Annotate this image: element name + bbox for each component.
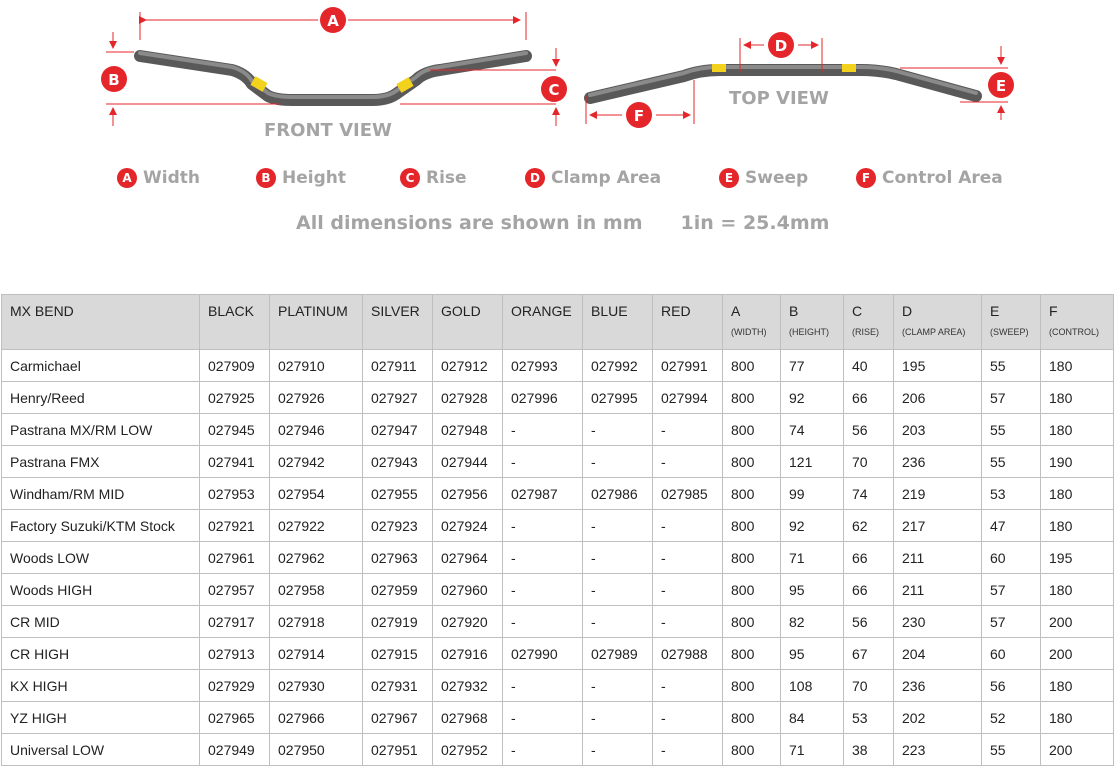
column-header-label: D — [902, 303, 913, 319]
table-cell: 56 — [844, 606, 894, 638]
column-header-sublabel: (HEIGHT) — [789, 327, 829, 337]
table-cell: 800 — [723, 478, 781, 510]
column-header-label: SILVER — [371, 303, 420, 319]
units-note-text: All dimensions are shown in mm — [296, 212, 643, 234]
table-cell: 180 — [1041, 702, 1114, 734]
table-cell: 204 — [894, 638, 982, 670]
legend-marker: F — [856, 168, 876, 188]
legend-label: Clamp Area — [551, 168, 662, 188]
table-cell: 108 — [781, 670, 844, 702]
table-cell: 800 — [723, 734, 781, 766]
table-cell: 200 — [1041, 638, 1114, 670]
table-cell: 027947 — [363, 414, 433, 446]
table-cell: 027992 — [583, 350, 653, 382]
table-row — [2, 734, 1114, 766]
table-cell: - — [653, 734, 723, 766]
column-header-label: ORANGE — [511, 303, 572, 319]
table-cell: 55 — [982, 446, 1041, 478]
table-cell: 027918 — [270, 606, 363, 638]
table-row — [2, 510, 1114, 542]
legend-item-rise — [400, 168, 467, 188]
table-cell: - — [653, 542, 723, 574]
table-cell: 60 — [982, 638, 1041, 670]
table-cell: 027931 — [363, 670, 433, 702]
table-header — [2, 295, 1114, 350]
legend-marker: C — [400, 168, 420, 188]
table-cell: 027917 — [200, 606, 270, 638]
table-cell: 84 — [781, 702, 844, 734]
table-cell: 027953 — [200, 478, 270, 510]
bend-name-cell: KX HIGH — [2, 670, 200, 702]
table-cell: 180 — [1041, 414, 1114, 446]
bend-name-cell: Windham/RM MID — [2, 478, 200, 510]
table-cell: 027948 — [433, 414, 503, 446]
table-cell: 027927 — [363, 382, 433, 414]
table-cell: 70 — [844, 670, 894, 702]
top-view-label: TOP VIEW — [729, 88, 829, 109]
table-cell: - — [503, 574, 583, 606]
table-cell: 800 — [723, 638, 781, 670]
table-cell: - — [583, 446, 653, 478]
table-cell: 195 — [894, 350, 982, 382]
table-cell: - — [503, 734, 583, 766]
table-cell: - — [583, 574, 653, 606]
legend-item-clamp-area — [525, 168, 661, 188]
bend-name-cell: Woods LOW — [2, 542, 200, 574]
table-row — [2, 670, 1114, 702]
table-cell: 77 — [781, 350, 844, 382]
marker-c-text: C — [548, 81, 560, 99]
column-header-sublabel: (SWEEP) — [990, 327, 1029, 337]
table-cell: 57 — [982, 606, 1041, 638]
table-cell: 027913 — [200, 638, 270, 670]
table-cell: 71 — [781, 734, 844, 766]
table-cell: 027956 — [433, 478, 503, 510]
table-row — [2, 606, 1114, 638]
table-row — [2, 478, 1114, 510]
table-cell: 027946 — [270, 414, 363, 446]
table-cell: 027943 — [363, 446, 433, 478]
table-cell: - — [653, 510, 723, 542]
table-cell: 027912 — [433, 350, 503, 382]
table-cell: 027996 — [503, 382, 583, 414]
table-cell: 027945 — [200, 414, 270, 446]
bend-name-cell: Universal LOW — [2, 734, 200, 766]
table-cell: 230 — [894, 606, 982, 638]
column-header-label: BLUE — [591, 303, 628, 319]
table-cell: - — [653, 702, 723, 734]
table-cell: - — [583, 702, 653, 734]
table-cell: 027961 — [200, 542, 270, 574]
table-cell: 027954 — [270, 478, 363, 510]
table-cell: 66 — [844, 574, 894, 606]
table-cell: - — [503, 702, 583, 734]
table-cell: 800 — [723, 446, 781, 478]
table-cell: 027930 — [270, 670, 363, 702]
table-cell: 800 — [723, 702, 781, 734]
table-cell: 027959 — [363, 574, 433, 606]
table-cell: 203 — [894, 414, 982, 446]
table-row — [2, 414, 1114, 446]
table-cell: 027910 — [270, 350, 363, 382]
table-cell: 219 — [894, 478, 982, 510]
table-cell: - — [503, 606, 583, 638]
table-cell: 92 — [781, 510, 844, 542]
table-cell: 99 — [781, 478, 844, 510]
column-header — [844, 295, 894, 350]
marker-f-text: F — [633, 107, 645, 125]
dimension-a-line — [140, 7, 526, 40]
table-cell: - — [583, 606, 653, 638]
table-cell: 95 — [781, 638, 844, 670]
table-cell: 027928 — [433, 382, 503, 414]
legend-label: Control Area — [882, 168, 1003, 188]
table-cell: 180 — [1041, 510, 1114, 542]
table-cell: 57 — [982, 382, 1041, 414]
table-cell: - — [583, 510, 653, 542]
table-cell: 66 — [844, 542, 894, 574]
table-cell: 67 — [844, 638, 894, 670]
table-cell: 47 — [982, 510, 1041, 542]
table-cell: 027944 — [433, 446, 503, 478]
table-cell: 180 — [1041, 350, 1114, 382]
front-view-label: FRONT VIEW — [264, 120, 392, 141]
table-cell: 92 — [781, 382, 844, 414]
table-cell: 027985 — [653, 478, 723, 510]
table-cell: 74 — [781, 414, 844, 446]
column-header-label: E — [990, 303, 1000, 319]
table-cell: 027952 — [433, 734, 503, 766]
column-header-label: PLATINUM — [278, 303, 348, 319]
bend-name-cell: Henry/Reed — [2, 382, 200, 414]
table-cell: 70 — [844, 446, 894, 478]
legend-label: Rise — [426, 168, 467, 188]
table-cell: 82 — [781, 606, 844, 638]
units-note — [296, 212, 829, 234]
table-cell: 206 — [894, 382, 982, 414]
bend-name-cell: Carmichael — [2, 350, 200, 382]
table-cell: 223 — [894, 734, 982, 766]
table-cell: 027988 — [653, 638, 723, 670]
table-cell: 027914 — [270, 638, 363, 670]
table-cell: 121 — [781, 446, 844, 478]
marker-a-text: A — [327, 12, 339, 30]
marker-e-text: E — [995, 77, 1007, 95]
table-cell: 56 — [844, 414, 894, 446]
legend-marker: D — [525, 168, 545, 188]
bend-name-cell: Factory Suzuki/KTM Stock — [2, 510, 200, 542]
table-cell: - — [583, 414, 653, 446]
table-cell: 027915 — [363, 638, 433, 670]
table-row — [2, 702, 1114, 734]
table-cell: 027922 — [270, 510, 363, 542]
column-header — [200, 295, 270, 350]
column-header — [781, 295, 844, 350]
legend-label: Height — [282, 168, 346, 188]
legend-item-height — [256, 168, 346, 188]
bend-name-cell: CR MID — [2, 606, 200, 638]
table-cell: - — [653, 446, 723, 478]
table-cell: 800 — [723, 542, 781, 574]
table-cell: 027960 — [433, 574, 503, 606]
table-cell: 027962 — [270, 542, 363, 574]
table-cell: 40 — [844, 350, 894, 382]
table-cell: 027958 — [270, 574, 363, 606]
table-cell: 027995 — [583, 382, 653, 414]
table-cell: 60 — [982, 542, 1041, 574]
table-cell: 027924 — [433, 510, 503, 542]
table-cell: 027942 — [270, 446, 363, 478]
table-row — [2, 638, 1114, 670]
table-cell: - — [653, 606, 723, 638]
table-cell: 53 — [982, 478, 1041, 510]
table-cell: 027968 — [433, 702, 503, 734]
table-body — [2, 350, 1114, 766]
table-row — [2, 542, 1114, 574]
table-cell: 027932 — [433, 670, 503, 702]
table-cell: 200 — [1041, 734, 1114, 766]
table-cell: 38 — [844, 734, 894, 766]
table-cell: 027920 — [433, 606, 503, 638]
bend-name-cell: Pastrana FMX — [2, 446, 200, 478]
table-cell: - — [653, 670, 723, 702]
column-header — [503, 295, 583, 350]
column-header-label: C — [852, 303, 863, 319]
bend-name-cell: Woods HIGH — [2, 574, 200, 606]
table-cell: 236 — [894, 446, 982, 478]
table-cell: - — [503, 446, 583, 478]
legend-item-sweep — [719, 168, 808, 188]
column-header-label: GOLD — [441, 303, 481, 319]
table-cell: 66 — [844, 382, 894, 414]
column-header-label: A — [731, 303, 741, 319]
table-cell: 027993 — [503, 350, 583, 382]
table-cell: 55 — [982, 414, 1041, 446]
table-cell: 027967 — [363, 702, 433, 734]
column-header — [270, 295, 363, 350]
column-header-label: F — [1049, 303, 1058, 319]
table-cell: 027949 — [200, 734, 270, 766]
table-cell: - — [653, 574, 723, 606]
table-cell: 800 — [723, 414, 781, 446]
table-cell: 800 — [723, 510, 781, 542]
table-cell: 027941 — [200, 446, 270, 478]
legend-item-width — [117, 168, 200, 188]
table-cell: 027950 — [270, 734, 363, 766]
table-cell: 027923 — [363, 510, 433, 542]
marker-d-text: D — [774, 37, 788, 55]
table-cell: 027925 — [200, 382, 270, 414]
table-cell: 57 — [982, 574, 1041, 606]
table-cell: - — [583, 734, 653, 766]
marker-b-text: B — [108, 71, 120, 89]
bend-name-cell: CR HIGH — [2, 638, 200, 670]
legend-marker: A — [117, 168, 137, 188]
table-cell: 195 — [1041, 542, 1114, 574]
table-cell: 217 — [894, 510, 982, 542]
column-header-label: BLACK — [208, 303, 254, 319]
inch-conversion-text: 1in = 25.4mm — [680, 212, 830, 234]
table-cell: - — [653, 414, 723, 446]
table-cell: 211 — [894, 542, 982, 574]
table-row — [2, 446, 1114, 478]
column-header — [363, 295, 433, 350]
column-header — [982, 295, 1041, 350]
table-cell: 52 — [982, 702, 1041, 734]
table-cell: 800 — [723, 670, 781, 702]
table-cell: 027911 — [363, 350, 433, 382]
column-header-label: MX BEND — [10, 303, 74, 319]
table-cell: 027957 — [200, 574, 270, 606]
table-cell: 236 — [894, 670, 982, 702]
table-cell: 202 — [894, 702, 982, 734]
table-cell: 800 — [723, 382, 781, 414]
column-header — [723, 295, 781, 350]
table-cell: 200 — [1041, 606, 1114, 638]
column-header — [433, 295, 503, 350]
table-cell: 027965 — [200, 702, 270, 734]
table-cell: 800 — [723, 350, 781, 382]
table-row — [2, 350, 1114, 382]
table-cell: 027994 — [653, 382, 723, 414]
table-cell: 027964 — [433, 542, 503, 574]
header-row — [2, 295, 1114, 350]
table-cell: 027989 — [583, 638, 653, 670]
table-cell: 180 — [1041, 574, 1114, 606]
table-cell: 55 — [982, 734, 1041, 766]
table-cell: 027990 — [503, 638, 583, 670]
column-header-sublabel: (WIDTH) — [731, 327, 767, 337]
legend-marker: B — [256, 168, 276, 188]
table-cell: 027986 — [583, 478, 653, 510]
column-header — [583, 295, 653, 350]
table-cell: - — [503, 414, 583, 446]
table-cell: 027921 — [200, 510, 270, 542]
bend-name-cell: YZ HIGH — [2, 702, 200, 734]
table-cell: 800 — [723, 574, 781, 606]
table-cell: 800 — [723, 606, 781, 638]
column-header — [2, 295, 200, 350]
table-cell: 027963 — [363, 542, 433, 574]
table-cell: 027926 — [270, 382, 363, 414]
table-cell: 190 — [1041, 446, 1114, 478]
table-cell: 211 — [894, 574, 982, 606]
table-cell: 027991 — [653, 350, 723, 382]
table-cell: 180 — [1041, 478, 1114, 510]
table-row — [2, 574, 1114, 606]
bend-name-cell: Pastrana MX/RM LOW — [2, 414, 200, 446]
table-cell: - — [583, 670, 653, 702]
table-cell: - — [503, 510, 583, 542]
column-header — [894, 295, 982, 350]
table-cell: 55 — [982, 350, 1041, 382]
table-cell: 027919 — [363, 606, 433, 638]
table-row — [2, 382, 1114, 414]
table-cell: 180 — [1041, 382, 1114, 414]
dimension-legend — [0, 168, 1120, 198]
column-header-sublabel: (CONTROL) — [1049, 327, 1099, 337]
table-cell: 53 — [844, 702, 894, 734]
column-header-sublabel: (RISE) — [852, 327, 879, 337]
table-cell: 027955 — [363, 478, 433, 510]
table-cell: 180 — [1041, 670, 1114, 702]
table-cell: 027909 — [200, 350, 270, 382]
table-cell: 027987 — [503, 478, 583, 510]
table-cell: - — [583, 542, 653, 574]
table-cell: 56 — [982, 670, 1041, 702]
table-cell: 027966 — [270, 702, 363, 734]
front-view-handlebar — [140, 53, 526, 100]
table-cell: 027929 — [200, 670, 270, 702]
column-header — [653, 295, 723, 350]
table-cell: - — [503, 670, 583, 702]
column-header-label: B — [789, 303, 799, 319]
handlebar-diagram — [0, 0, 1120, 290]
legend-marker: E — [719, 168, 739, 188]
table-cell: 95 — [781, 574, 844, 606]
column-header — [1041, 295, 1114, 350]
handlebar-spec-table — [1, 294, 1114, 766]
legend-item-control-area — [856, 168, 1003, 188]
table-cell: 74 — [844, 478, 894, 510]
legend-label: Width — [143, 168, 200, 188]
table-cell: 027916 — [433, 638, 503, 670]
table-cell: 71 — [781, 542, 844, 574]
legend-label: Sweep — [745, 168, 809, 188]
table-cell: 62 — [844, 510, 894, 542]
table-cell: - — [503, 542, 583, 574]
table-cell: 027951 — [363, 734, 433, 766]
handlebar-dimension-drawing — [0, 0, 1120, 290]
column-header-sublabel: (CLAMP AREA) — [902, 327, 966, 337]
column-header-label: RED — [661, 303, 691, 319]
